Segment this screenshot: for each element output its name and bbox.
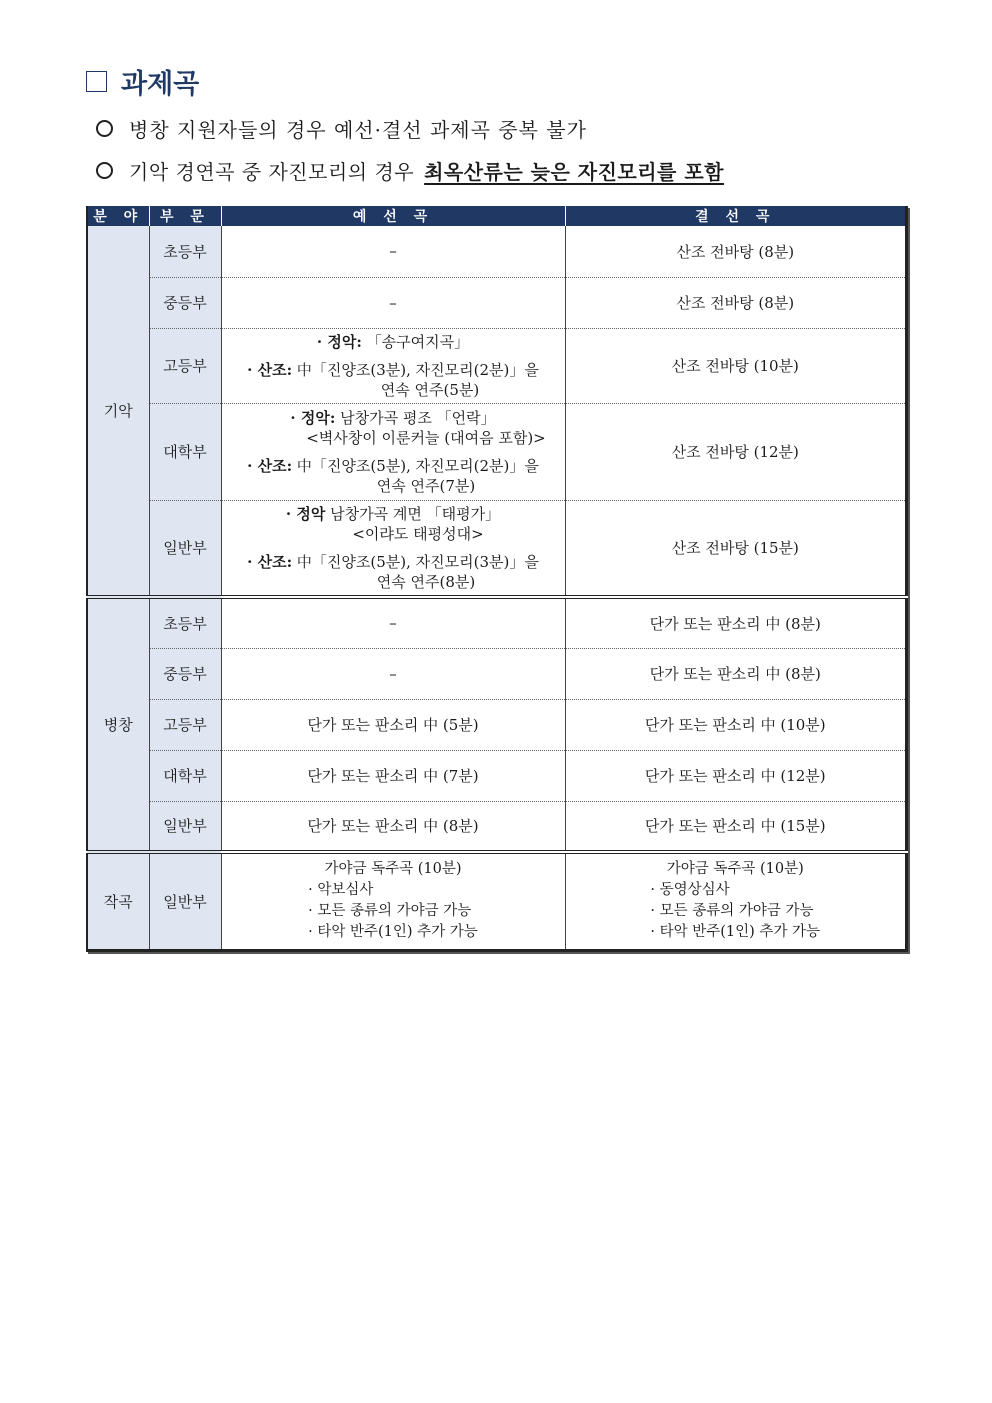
final-cell: 산조 전바탕 (8분) (565, 226, 907, 277)
item-text: 가야금 독주곡 (10분) (324, 861, 462, 878)
final-cell: 산조 전바탕 (8분) (565, 277, 907, 328)
prelim-cell: – (221, 226, 565, 277)
table-row (87, 801, 907, 852)
division-cell: 일반부 (149, 801, 221, 852)
division-cell: 초등부 (149, 597, 221, 648)
note-2-text: 기악 경연곡 중 자진모리의 경우 (129, 160, 415, 184)
prelim-cell (221, 852, 565, 950)
item-text: 남창가곡 평조 「언락」 (335, 408, 496, 427)
item-label: · 산조: (247, 552, 293, 571)
final-cell (565, 852, 907, 950)
division-cell: 대학부 (149, 403, 221, 500)
item-text: 연속 연주(8분) (376, 572, 476, 591)
division-cell: 일반부 (149, 500, 221, 597)
final-cell: 단가 또는 판소리 中 (12분) (565, 750, 907, 801)
table-row (87, 852, 907, 950)
prelim-cell: – (221, 597, 565, 648)
item-text: · 동영상심사 (650, 882, 730, 899)
header-division: 부 문 (149, 206, 221, 226)
division-cell: 일반부 (149, 852, 221, 950)
division-cell: 대학부 (149, 750, 221, 801)
item-label: · 정악 (285, 504, 326, 523)
item-label: · 정악: (290, 408, 336, 427)
division-cell: 고등부 (149, 328, 221, 403)
item-text: <벽사창이 이룬커늘 (대여음 포함)> (306, 428, 546, 447)
section-title-text: 과제곡 (121, 69, 200, 100)
item-text: · 모든 종류의 가야금 가능 (650, 903, 814, 920)
prelim-cell: 단가 또는 판소리 中 (5분) (221, 699, 565, 750)
item-label: · 산조: (247, 360, 293, 379)
prelim-cell: 단가 또는 판소리 中 (8분) (221, 801, 565, 852)
note-1-text: 병창 지원자들의 경우 예선·결선 과제곡 중복 불가 (129, 118, 587, 142)
division-cell: 중등부 (149, 277, 221, 328)
table-row (87, 403, 907, 500)
item-text: 연속 연주(7분) (376, 476, 476, 495)
table-header (87, 206, 907, 226)
note-2 (96, 156, 724, 185)
prelim-cell: – (221, 277, 565, 328)
final-cell: 단가 또는 판소리 中 (8분) (565, 648, 907, 699)
final-cell: 산조 전바탕 (12분) (565, 403, 907, 500)
item-text: 남창가곡 계면 「태평가」 (325, 504, 501, 523)
table-row (87, 226, 907, 277)
prelim-cell (221, 328, 565, 403)
table-row (87, 648, 907, 699)
final-cell: 단가 또는 판소리 中 (10분) (565, 699, 907, 750)
item-text: 中「진양조(3분), 자진모리(2분)」을 (292, 360, 539, 379)
prelim-cell (221, 403, 565, 500)
final-cell: 단가 또는 판소리 中 (15분) (565, 801, 907, 852)
item-text: 「송구여지곡」 (361, 332, 470, 351)
assignment-table (86, 206, 908, 952)
final-cell: 산조 전바탕 (10분) (565, 328, 907, 403)
item-text: · 타악 반주(1인) 추가 가능 (308, 924, 478, 941)
division-cell: 고등부 (149, 699, 221, 750)
field-cell: 병창 (87, 597, 149, 852)
item-text: 연속 연주(5분) (380, 380, 480, 399)
section-title (86, 62, 199, 101)
final-cell: 단가 또는 판소리 中 (8분) (565, 597, 907, 648)
prelim-cell (221, 500, 565, 597)
checkbox-square-icon (86, 71, 107, 92)
final-cell: 산조 전바탕 (15분) (565, 500, 907, 597)
header-field: 분 야 (87, 206, 149, 226)
field-cell: 기악 (87, 226, 149, 597)
field-cell: 작곡 (87, 852, 149, 950)
item-text: · 타악 반주(1인) 추가 가능 (650, 924, 821, 941)
header-final: 결 선 곡 (565, 206, 907, 226)
note-1 (96, 114, 587, 143)
table-row (87, 277, 907, 328)
prelim-cell: – (221, 648, 565, 699)
note-2-emphasis: 최옥산류는 늦은 자진모리를 포함 (424, 160, 724, 184)
table-row (87, 750, 907, 801)
item-label: · 정악: (316, 332, 362, 351)
table-row (87, 597, 907, 648)
item-text: · 악보심사 (308, 882, 374, 899)
circle-bullet-icon (96, 162, 113, 179)
prelim-cell: 단가 또는 판소리 中 (7분) (221, 750, 565, 801)
table-row (87, 328, 907, 403)
table-row (87, 699, 907, 750)
division-cell: 초등부 (149, 226, 221, 277)
item-label: · 산조: (247, 456, 293, 475)
item-text: 가야금 독주곡 (10분) (666, 861, 804, 878)
item-text: 中「진양조(5분), 자진모리(2분)」을 (292, 456, 539, 475)
division-cell: 중등부 (149, 648, 221, 699)
table-row (87, 500, 907, 597)
item-text: 中「진양조(5분), 자진모리(3분)」을 (292, 552, 539, 571)
item-text: · 모든 종류의 가야금 가능 (308, 903, 472, 920)
circle-bullet-icon (96, 120, 113, 137)
item-text: <이랴도 태평성대> (352, 524, 484, 543)
header-preliminary: 예 선 곡 (221, 206, 565, 226)
